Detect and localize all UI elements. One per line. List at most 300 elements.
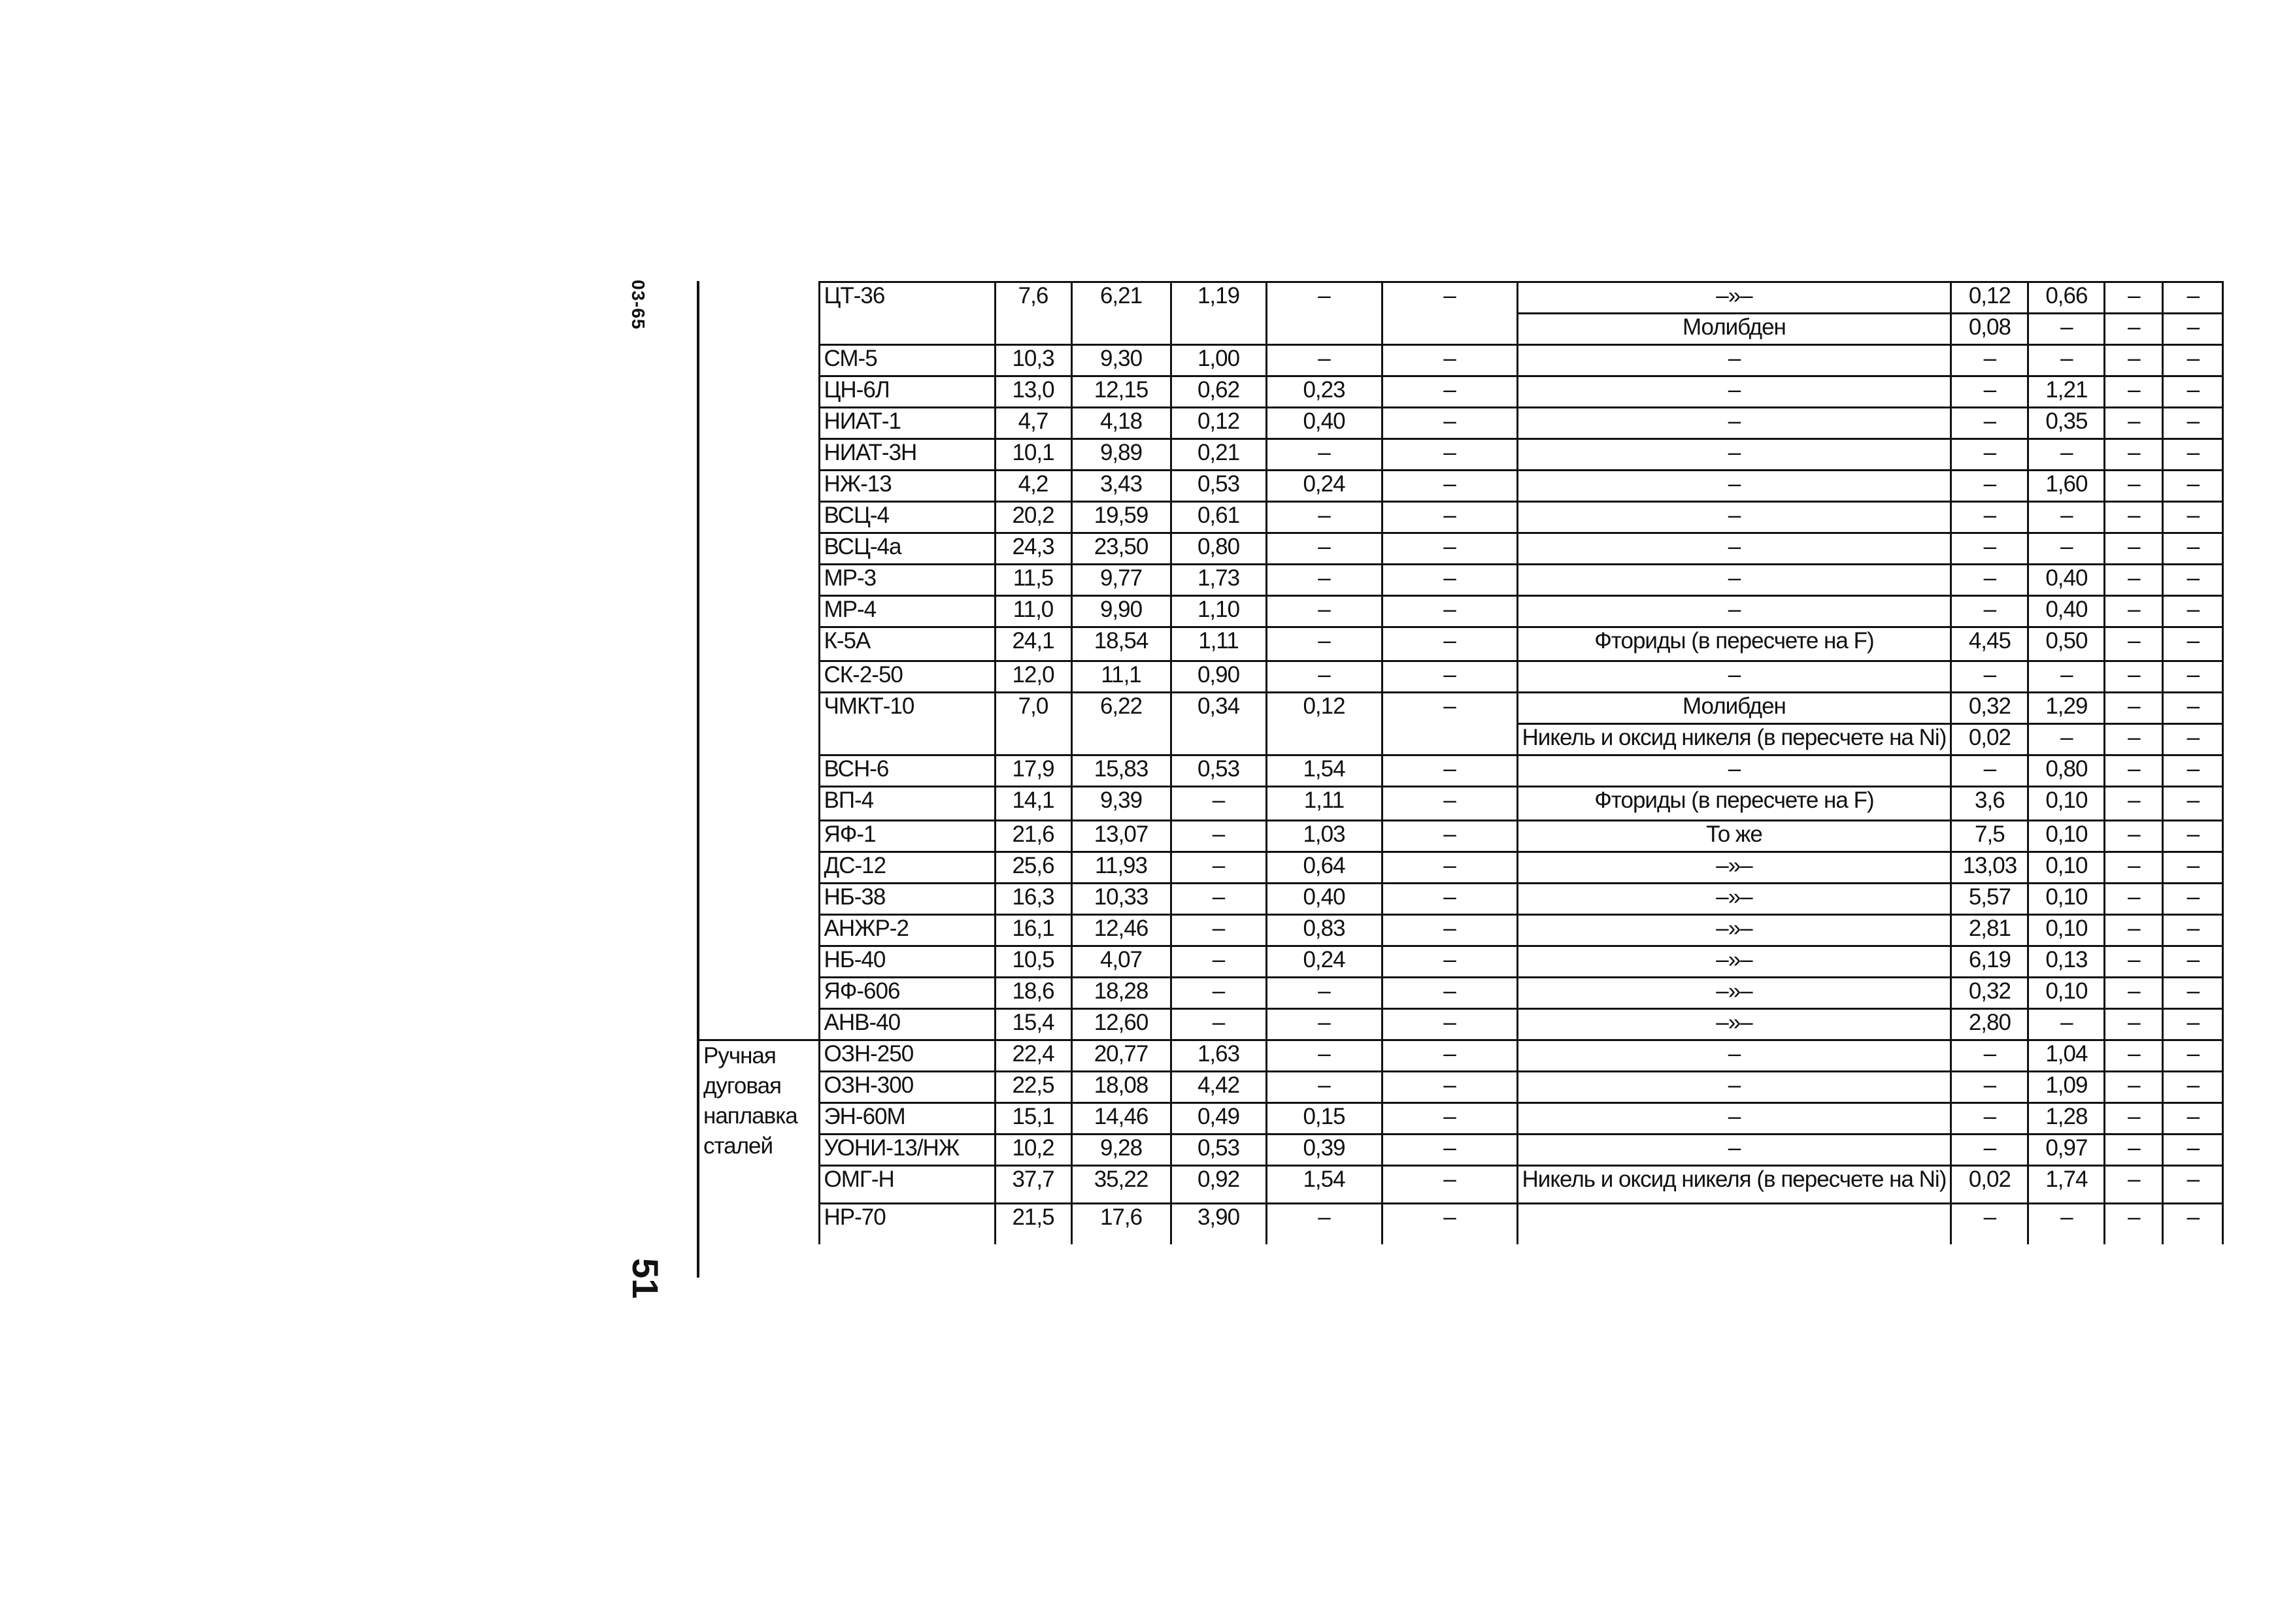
value-cell-c8: – [2105, 1040, 2163, 1072]
value-cell-c1: 25,6 [995, 852, 1071, 884]
value-cell-c7: 0,80 [2028, 755, 2105, 787]
value-cell-c1: 10,5 [995, 946, 1071, 978]
value-cell-c1: 17,9 [995, 755, 1071, 787]
table-row [699, 596, 2223, 627]
value-cell-c7: 1,74 [2028, 1166, 2105, 1204]
table-row [699, 978, 2223, 1009]
electrode-name-cell: ОЗН-300 [819, 1072, 995, 1103]
value-cell-c5: – [1382, 1103, 1517, 1135]
value-cell-c7: 0,97 [2028, 1135, 2105, 1166]
value-cell-c9: – [2163, 755, 2223, 787]
value-cell-c1: 37,7 [995, 1166, 1071, 1204]
emissions-table-container [699, 281, 2224, 1244]
value-cell-c2: 17,6 [1071, 1204, 1171, 1244]
table-row [699, 852, 2223, 884]
electrode-name-cell: ЯФ-1 [819, 821, 995, 852]
value-cell-c9: – [2163, 1204, 2223, 1244]
electrode-name-cell: НБ-40 [819, 946, 995, 978]
value-cell-c7: – [2028, 439, 2105, 471]
document-code: 03-65 [628, 280, 648, 330]
value-cell-c1: 24,1 [995, 627, 1071, 661]
value-cell-c2: 18,28 [1071, 978, 1171, 1009]
value-cell-c3: 0,90 [1171, 661, 1266, 693]
value-cell-c1: 14,1 [995, 787, 1071, 821]
substance-cell: – [1517, 1103, 1951, 1135]
table-row [699, 1135, 2223, 1166]
value-cell-c7: 1,04 [2028, 1040, 2105, 1072]
value-cell-c3: 0,12 [1171, 408, 1266, 439]
substance-cell: Никель и оксид никеля (в пересчете на Ni) [1517, 724, 1951, 755]
value-cell-c6: – [1951, 1103, 2028, 1135]
value-cell-c6: – [1951, 661, 2028, 693]
value-cell-c1: 16,3 [995, 884, 1071, 915]
value-cell-c8: – [2105, 1072, 2163, 1103]
value-cell-c7: – [2028, 1204, 2105, 1244]
value-cell-c8: – [2105, 345, 2163, 376]
value-cell-c5: – [1382, 1135, 1517, 1166]
value-cell-c5: – [1382, 661, 1517, 693]
substance-cell: –»– [1517, 1009, 1951, 1040]
value-cell-c4: – [1266, 502, 1382, 533]
substance-cell: –»– [1517, 915, 1951, 946]
value-cell-c4: 0,23 [1266, 376, 1382, 408]
value-cell-c1: 11,5 [995, 565, 1071, 596]
value-cell-c4: 0,40 [1266, 408, 1382, 439]
value-cell-c8: – [2105, 978, 2163, 1009]
substance-cell: Никель и оксид никеля (в пересчете на Ni) [1517, 1166, 1951, 1204]
value-cell-c5: – [1382, 852, 1517, 884]
value-cell-c8: – [2105, 565, 2163, 596]
table-row [699, 946, 2223, 978]
value-cell-c8: – [2105, 471, 2163, 502]
electrode-name-cell: СМ-5 [819, 345, 995, 376]
value-cell-c4: 0,39 [1266, 1135, 1382, 1166]
value-cell-c8: – [2105, 884, 2163, 915]
value-cell-c3: 1,73 [1171, 565, 1266, 596]
value-cell-c5: – [1382, 787, 1517, 821]
value-cell-c2: 4,07 [1071, 946, 1171, 978]
electrode-name-cell: НИАТ-3Н [819, 439, 995, 471]
value-cell-c6: – [1951, 755, 2028, 787]
table-row [699, 787, 2223, 821]
substance-cell: – [1517, 755, 1951, 787]
value-cell-c5: – [1382, 946, 1517, 978]
substance-cell: – [1517, 565, 1951, 596]
table-row [699, 1204, 2223, 1244]
value-cell-c7: 1,29 [2028, 693, 2105, 724]
value-cell-c3: 1,00 [1171, 345, 1266, 376]
value-cell-c4: – [1266, 439, 1382, 471]
value-cell-c1: 20,2 [995, 502, 1071, 533]
value-cell-c9: – [2163, 787, 2223, 821]
value-cell-c1: 16,1 [995, 915, 1071, 946]
value-cell-c2: 9,28 [1071, 1135, 1171, 1166]
value-cell-c8: – [2105, 439, 2163, 471]
table-row [699, 1103, 2223, 1135]
value-cell-c3: 0,21 [1171, 439, 1266, 471]
substance-cell: – [1517, 376, 1951, 408]
value-cell-c6: 3,6 [1951, 787, 2028, 821]
value-cell-c2: 9,77 [1071, 565, 1171, 596]
substance-cell [1517, 1204, 1951, 1244]
value-cell-c4: 1,11 [1266, 787, 1382, 821]
value-cell-c7: 1,21 [2028, 376, 2105, 408]
value-cell-c8: – [2105, 596, 2163, 627]
value-cell-c7: 0,40 [2028, 596, 2105, 627]
value-cell-c7: – [2028, 533, 2105, 565]
value-cell-c6: 0,12 [1951, 282, 2028, 314]
value-cell-c6: 6,19 [1951, 946, 2028, 978]
value-cell-c9: – [2163, 661, 2223, 693]
value-cell-c6: 2,80 [1951, 1009, 2028, 1040]
value-cell-c1: 12,0 [995, 661, 1071, 693]
value-cell-c7: 0,50 [2028, 627, 2105, 661]
value-cell-c9: – [2163, 1103, 2223, 1135]
value-cell-c5: – [1382, 1204, 1517, 1244]
table-row [699, 1072, 2223, 1103]
value-cell-c1: 10,1 [995, 439, 1071, 471]
value-cell-c4: 1,54 [1266, 755, 1382, 787]
electrode-name-cell: СК-2-50 [819, 661, 995, 693]
value-cell-c6: 2,81 [1951, 915, 2028, 946]
emissions-table [699, 281, 2224, 1244]
value-cell-c5: – [1382, 502, 1517, 533]
value-cell-c9: – [2163, 978, 2223, 1009]
electrode-name-cell: ОЗН-250 [819, 1040, 995, 1072]
substance-cell: – [1517, 439, 1951, 471]
value-cell-c5: – [1382, 915, 1517, 946]
value-cell-c2: 6,22 [1071, 693, 1171, 755]
value-cell-c2: 18,54 [1071, 627, 1171, 661]
value-cell-c4: – [1266, 1009, 1382, 1040]
substance-cell: – [1517, 502, 1951, 533]
value-cell-c6: 5,57 [1951, 884, 2028, 915]
page-number: 51 [625, 1258, 666, 1299]
value-cell-c3: 0,34 [1171, 693, 1266, 755]
value-cell-c2: 19,59 [1071, 502, 1171, 533]
value-cell-c9: – [2163, 915, 2223, 946]
value-cell-c9: – [2163, 502, 2223, 533]
value-cell-c1: 21,6 [995, 821, 1071, 852]
value-cell-c6: 13,03 [1951, 852, 2028, 884]
value-cell-c4: – [1266, 533, 1382, 565]
value-cell-c9: – [2163, 314, 2223, 345]
value-cell-c8: – [2105, 376, 2163, 408]
electrode-name-cell: НЖ-13 [819, 471, 995, 502]
value-cell-c9: – [2163, 439, 2223, 471]
value-cell-c9: – [2163, 1072, 2223, 1103]
value-cell-c2: 12,60 [1071, 1009, 1171, 1040]
value-cell-c7: – [2028, 1009, 2105, 1040]
value-cell-c5: – [1382, 1166, 1517, 1204]
value-cell-c8: – [2105, 1204, 2163, 1244]
table-row [699, 345, 2223, 376]
value-cell-c9: – [2163, 627, 2223, 661]
value-cell-c9: – [2163, 1040, 2223, 1072]
substance-cell: – [1517, 533, 1951, 565]
table-row [699, 915, 2223, 946]
electrode-name-cell: ДС-12 [819, 852, 995, 884]
value-cell-c9: – [2163, 345, 2223, 376]
value-cell-c3: 1,10 [1171, 596, 1266, 627]
value-cell-c2: 4,18 [1071, 408, 1171, 439]
value-cell-c3: 3,90 [1171, 1204, 1266, 1244]
value-cell-c8: – [2105, 1135, 2163, 1166]
value-cell-c1: 13,0 [995, 376, 1071, 408]
electrode-name-cell: ЯФ-606 [819, 978, 995, 1009]
value-cell-c8: – [2105, 314, 2163, 345]
value-cell-c7: 0,10 [2028, 915, 2105, 946]
value-cell-c3: 1,63 [1171, 1040, 1266, 1072]
electrode-name-cell: ОМГ-Н [819, 1166, 995, 1204]
table-row [699, 565, 2223, 596]
value-cell-c3: – [1171, 978, 1266, 1009]
value-cell-c9: – [2163, 1166, 2223, 1204]
value-cell-c9: – [2163, 724, 2223, 755]
value-cell-c9: – [2163, 884, 2223, 915]
value-cell-c1: 21,5 [995, 1204, 1071, 1244]
value-cell-c6: 0,02 [1951, 724, 2028, 755]
value-cell-c7: 0,10 [2028, 787, 2105, 821]
table-row [699, 821, 2223, 852]
value-cell-c2: 14,46 [1071, 1103, 1171, 1135]
value-cell-c8: – [2105, 852, 2163, 884]
value-cell-c8: – [2105, 1009, 2163, 1040]
value-cell-c8: – [2105, 693, 2163, 724]
value-cell-c7: 0,10 [2028, 821, 2105, 852]
value-cell-c3: 0,80 [1171, 533, 1266, 565]
table-row [699, 755, 2223, 787]
value-cell-c5: – [1382, 376, 1517, 408]
value-cell-c5: – [1382, 533, 1517, 565]
value-cell-c6: – [1951, 502, 2028, 533]
value-cell-c2: 12,15 [1071, 376, 1171, 408]
electrode-name-cell: УОНИ-13/НЖ [819, 1135, 995, 1166]
value-cell-c6: – [1951, 1040, 2028, 1072]
group-label: Ручная дуговая наплавка сталей [699, 1040, 819, 1244]
value-cell-c6: 4,45 [1951, 627, 2028, 661]
value-cell-c6: – [1951, 1204, 2028, 1244]
value-cell-c3: 0,62 [1171, 376, 1266, 408]
value-cell-c4: 0,24 [1266, 471, 1382, 502]
value-cell-c8: – [2105, 787, 2163, 821]
value-cell-c5: – [1382, 408, 1517, 439]
value-cell-c2: 23,50 [1071, 533, 1171, 565]
value-cell-c6: – [1951, 408, 2028, 439]
value-cell-c1: 22,4 [995, 1040, 1071, 1072]
value-cell-c9: – [2163, 821, 2223, 852]
value-cell-c7: – [2028, 345, 2105, 376]
value-cell-c9: – [2163, 565, 2223, 596]
table-row [699, 282, 2223, 314]
value-cell-c7: 0,10 [2028, 884, 2105, 915]
value-cell-c6: 0,02 [1951, 1166, 2028, 1204]
value-cell-c8: – [2105, 502, 2163, 533]
electrode-name-cell: К-5А [819, 627, 995, 661]
value-cell-c8: – [2105, 946, 2163, 978]
value-cell-c3: 1,19 [1171, 282, 1266, 345]
value-cell-c6: 0,32 [1951, 978, 2028, 1009]
substance-cell: –»– [1517, 884, 1951, 915]
value-cell-c5: – [1382, 565, 1517, 596]
electrode-name-cell: МР-4 [819, 596, 995, 627]
table-row [699, 627, 2223, 661]
value-cell-c2: 9,89 [1071, 439, 1171, 471]
value-cell-c8: – [2105, 282, 2163, 314]
value-cell-c1: 15,4 [995, 1009, 1071, 1040]
electrode-name-cell: ВСЦ-4 [819, 502, 995, 533]
value-cell-c7: 0,40 [2028, 565, 2105, 596]
electrode-name-cell: НР-70 [819, 1204, 995, 1244]
electrode-name-cell: ВСЦ-4а [819, 533, 995, 565]
value-cell-c3: – [1171, 852, 1266, 884]
value-cell-c9: – [2163, 408, 2223, 439]
substance-cell: Молибден [1517, 314, 1951, 345]
value-cell-c4: 0,40 [1266, 884, 1382, 915]
group-cell-empty [699, 282, 819, 1040]
electrode-name-cell: АНВ-40 [819, 1009, 995, 1040]
value-cell-c5: – [1382, 471, 1517, 502]
value-cell-c2: 11,1 [1071, 661, 1171, 693]
value-cell-c5: – [1382, 439, 1517, 471]
electrode-name-cell: НБ-38 [819, 884, 995, 915]
value-cell-c1: 15,1 [995, 1103, 1071, 1135]
value-cell-c2: 12,46 [1071, 915, 1171, 946]
value-cell-c3: – [1171, 915, 1266, 946]
value-cell-c3: 0,49 [1171, 1103, 1266, 1135]
value-cell-c7: – [2028, 502, 2105, 533]
value-cell-c9: – [2163, 1135, 2223, 1166]
value-cell-c6: – [1951, 1072, 2028, 1103]
value-cell-c2: 11,93 [1071, 852, 1171, 884]
electrode-name-cell: ВСН-6 [819, 755, 995, 787]
electrode-name-cell: ВП-4 [819, 787, 995, 821]
table-row [699, 471, 2223, 502]
value-cell-c8: – [2105, 915, 2163, 946]
substance-cell: – [1517, 1040, 1951, 1072]
value-cell-c3: 4,42 [1171, 1072, 1266, 1103]
substance-cell: Фториды (в пересчете на F) [1517, 627, 1951, 661]
value-cell-c4: 0,24 [1266, 946, 1382, 978]
electrode-name-cell: ЦТ-36 [819, 282, 995, 345]
value-cell-c7: 0,10 [2028, 978, 2105, 1009]
value-cell-c5: – [1382, 596, 1517, 627]
table-row [699, 376, 2223, 408]
value-cell-c2: 20,77 [1071, 1040, 1171, 1072]
value-cell-c9: – [2163, 1009, 2223, 1040]
value-cell-c9: – [2163, 376, 2223, 408]
value-cell-c8: – [2105, 533, 2163, 565]
value-cell-c4: – [1266, 1072, 1382, 1103]
value-cell-c7: 1,09 [2028, 1072, 2105, 1103]
value-cell-c8: – [2105, 724, 2163, 755]
substance-cell: –»– [1517, 852, 1951, 884]
value-cell-c2: 3,43 [1071, 471, 1171, 502]
value-cell-c4: – [1266, 1040, 1382, 1072]
substance-cell: Фториды (в пересчете на F) [1517, 787, 1951, 821]
value-cell-c7: 1,60 [2028, 471, 2105, 502]
substance-cell: – [1517, 345, 1951, 376]
value-cell-c8: – [2105, 408, 2163, 439]
value-cell-c2: 10,33 [1071, 884, 1171, 915]
value-cell-c3: – [1171, 787, 1266, 821]
value-cell-c3: 0,53 [1171, 1135, 1266, 1166]
substance-cell: То же [1517, 821, 1951, 852]
value-cell-c1: 10,3 [995, 345, 1071, 376]
value-cell-c4: – [1266, 565, 1382, 596]
value-cell-c6: – [1951, 533, 2028, 565]
substance-cell: –»– [1517, 946, 1951, 978]
value-cell-c8: – [2105, 661, 2163, 693]
value-cell-c5: – [1382, 1072, 1517, 1103]
substance-cell: – [1517, 1072, 1951, 1103]
value-cell-c2: 35,22 [1071, 1166, 1171, 1204]
value-cell-c2: 9,30 [1071, 345, 1171, 376]
value-cell-c1: 4,2 [995, 471, 1071, 502]
value-cell-c7: 0,10 [2028, 852, 2105, 884]
value-cell-c3: – [1171, 821, 1266, 852]
value-cell-c6: – [1951, 565, 2028, 596]
value-cell-c4: – [1266, 596, 1382, 627]
value-cell-c7: – [2028, 724, 2105, 755]
value-cell-c8: – [2105, 1166, 2163, 1204]
value-cell-c7: 0,35 [2028, 408, 2105, 439]
value-cell-c5: – [1382, 978, 1517, 1009]
electrode-name-cell: АНЖР-2 [819, 915, 995, 946]
value-cell-c6: – [1951, 1135, 2028, 1166]
value-cell-c5: – [1382, 345, 1517, 376]
value-cell-c3: 0,61 [1171, 502, 1266, 533]
value-cell-c4: – [1266, 345, 1382, 376]
value-cell-c5: – [1382, 884, 1517, 915]
electrode-name-cell: ЧМКТ-10 [819, 693, 995, 755]
value-cell-c1: 22,5 [995, 1072, 1071, 1103]
substance-cell: – [1517, 471, 1951, 502]
value-cell-c7: 0,66 [2028, 282, 2105, 314]
value-cell-c1: 7,6 [995, 282, 1071, 345]
substance-cell: – [1517, 408, 1951, 439]
electrode-name-cell: МР-3 [819, 565, 995, 596]
value-cell-c9: – [2163, 852, 2223, 884]
substance-cell: – [1517, 661, 1951, 693]
value-cell-c5: – [1382, 1009, 1517, 1040]
value-cell-c9: – [2163, 533, 2223, 565]
value-cell-c5: – [1382, 1040, 1517, 1072]
value-cell-c4: 0,64 [1266, 852, 1382, 884]
value-cell-c7: 1,28 [2028, 1103, 2105, 1135]
value-cell-c9: – [2163, 471, 2223, 502]
value-cell-c2: 6,21 [1071, 282, 1171, 345]
value-cell-c1: 18,6 [995, 978, 1071, 1009]
value-cell-c8: – [2105, 821, 2163, 852]
value-cell-c2: 9,39 [1071, 787, 1171, 821]
substance-cell: Молибден [1517, 693, 1951, 724]
table-row [699, 1009, 2223, 1040]
value-cell-c1: 24,3 [995, 533, 1071, 565]
value-cell-c6: 0,32 [1951, 693, 2028, 724]
value-cell-c1: 11,0 [995, 596, 1071, 627]
substance-cell: –»– [1517, 978, 1951, 1009]
value-cell-c2: 13,07 [1071, 821, 1171, 852]
value-cell-c7: – [2028, 661, 2105, 693]
value-cell-c4: – [1266, 282, 1382, 345]
table-row [699, 693, 2223, 724]
value-cell-c8: – [2105, 755, 2163, 787]
value-cell-c4: 0,15 [1266, 1103, 1382, 1135]
value-cell-c5: – [1382, 821, 1517, 852]
electrode-name-cell: НИАТ-1 [819, 408, 995, 439]
value-cell-c1: 10,2 [995, 1135, 1071, 1166]
